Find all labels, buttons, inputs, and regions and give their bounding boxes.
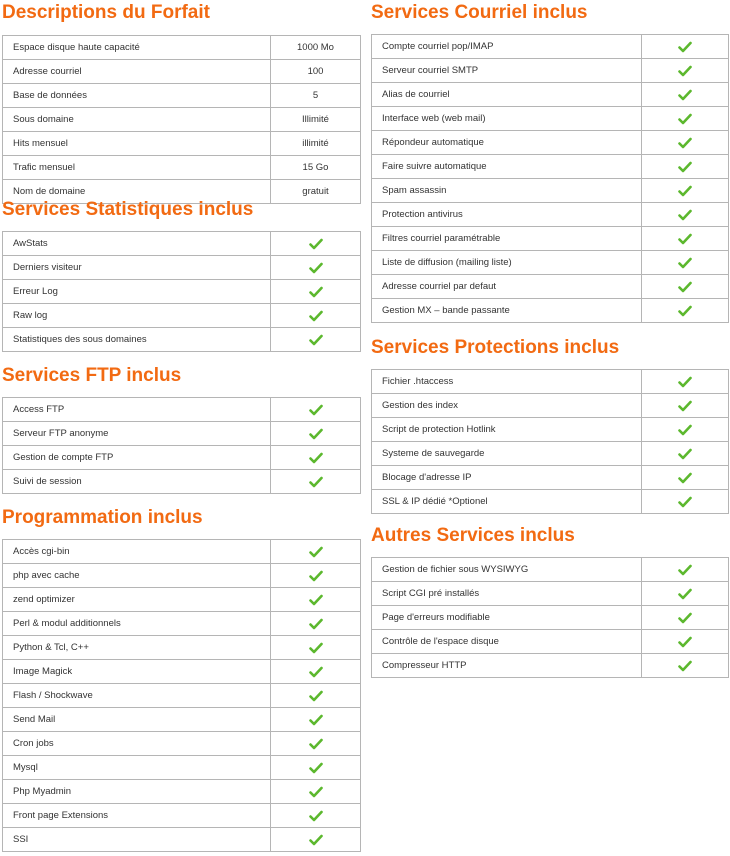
table-row [3,636,361,660]
included-cell [642,442,729,466]
table-row [372,179,729,203]
check-icon [678,564,692,576]
row-label: Gestion de compte FTP [3,446,271,470]
check-icon [309,714,323,726]
check-icon [678,612,692,624]
table-row [3,732,361,756]
row-label: Compte courriel pop/IMAP [372,35,642,59]
row-label: Compresseur HTTP [372,654,642,678]
table-row [3,84,361,108]
table-row [372,466,729,490]
table-row [3,540,361,564]
row-label: SSL & IP dédié *Optionel [372,490,642,514]
table-row [3,804,361,828]
table-row [372,275,729,299]
table-row [3,446,361,470]
row-label: Gestion MX – bande passante [372,299,642,323]
row-label: Accès cgi-bin [3,540,271,564]
included-cell [642,131,729,155]
check-icon [678,472,692,484]
table-row [372,155,729,179]
row-value: 1000 Mo [271,36,361,60]
included-cell [271,756,361,780]
included-cell [642,155,729,179]
included-cell [271,470,361,494]
table-row [3,780,361,804]
table-statistiques [2,231,361,352]
included-cell [642,606,729,630]
row-label: Raw log [3,304,271,328]
table-row [3,60,361,84]
included-cell [642,466,729,490]
check-icon [678,588,692,600]
row-label: Interface web (web mail) [372,107,642,131]
check-icon [309,310,323,322]
row-label: Image Magick [3,660,271,684]
table-forfait [2,35,361,204]
row-label: Script CGI pré installés [372,582,642,606]
row-label: Sous domaine [3,108,271,132]
check-icon [678,281,692,293]
row-label: Systeme de sauvegarde [372,442,642,466]
table-row [372,418,729,442]
row-label: Suivi de session [3,470,271,494]
table-row [3,708,361,732]
table-row [372,107,729,131]
table-row [3,328,361,352]
row-label: Alias de courriel [372,83,642,107]
table-row [3,156,361,180]
table-courriel [371,34,729,323]
check-icon [309,452,323,464]
row-label: Protection antivirus [372,203,642,227]
row-label: Base de données [3,84,271,108]
row-label: Nom de domaine [3,180,271,204]
table-row [3,756,361,780]
table-row [3,828,361,852]
row-value: 15 Go [271,156,361,180]
included-cell [642,630,729,654]
check-icon [678,448,692,460]
row-label: Script de protection Hotlink [372,418,642,442]
table-row [372,630,729,654]
row-label: Contrôle de l'espace disque [372,630,642,654]
row-label: Python & Tcl, C++ [3,636,271,660]
included-cell [271,446,361,470]
included-cell [271,588,361,612]
row-label: Hits mensuel [3,132,271,156]
table-row [3,660,361,684]
row-value: illimité [271,132,361,156]
table-protections [371,369,729,514]
row-label: Access FTP [3,398,271,422]
included-cell [271,328,361,352]
row-label: Serveur courriel SMTP [372,59,642,83]
included-cell [271,636,361,660]
table-row [372,442,729,466]
check-icon [678,65,692,77]
included-cell [271,398,361,422]
included-cell [642,654,729,678]
table-row [3,398,361,422]
table-row [372,582,729,606]
row-label: Trafic mensuel [3,156,271,180]
check-icon [309,428,323,440]
table-row [3,588,361,612]
check-icon [309,334,323,346]
row-label: Espace disque haute capacité [3,36,271,60]
row-label: Fichier .htaccess [372,370,642,394]
table-row [372,394,729,418]
table-row [372,59,729,83]
check-icon [309,834,323,846]
table-row [372,227,729,251]
row-label: SSI [3,828,271,852]
check-icon [309,618,323,630]
section-title-autres: Autres Services inclus [371,525,575,546]
check-icon [309,286,323,298]
row-label: Adresse courriel [3,60,271,84]
included-cell [271,804,361,828]
table-row [372,370,729,394]
row-label: Spam assassin [372,179,642,203]
check-icon [678,636,692,648]
table-row [372,654,729,678]
table-programmation [2,539,361,852]
table-row [3,108,361,132]
check-icon [309,262,323,274]
row-label: php avec cache [3,564,271,588]
included-cell [271,780,361,804]
row-label: Mysql [3,756,271,780]
check-icon [678,660,692,672]
included-cell [642,83,729,107]
row-label: Front page Extensions [3,804,271,828]
table-row [372,251,729,275]
check-icon [678,400,692,412]
included-cell [642,394,729,418]
check-icon [309,546,323,558]
check-icon [678,161,692,173]
included-cell [271,422,361,446]
included-cell [271,540,361,564]
row-label: Page d'erreurs modifiable [372,606,642,630]
section-title-programmation: Programmation inclus [2,507,203,528]
table-row [372,299,729,323]
check-icon [678,113,692,125]
check-icon [309,810,323,822]
table-row [372,203,729,227]
included-cell [642,582,729,606]
table-row [3,280,361,304]
included-cell [271,732,361,756]
check-icon [309,762,323,774]
row-label: Send Mail [3,708,271,732]
included-cell [271,256,361,280]
check-icon [309,238,323,250]
table-row [372,83,729,107]
table-row [3,684,361,708]
included-cell [271,828,361,852]
table-row [3,304,361,328]
row-label: Répondeur automatique [372,131,642,155]
row-label: Flash / Shockwave [3,684,271,708]
check-icon [678,89,692,101]
row-label: Statistiques des sous domaines [3,328,271,352]
table-row [372,558,729,582]
row-label: Php Myadmin [3,780,271,804]
row-label: Filtres courriel paramétrable [372,227,642,251]
table-row [3,422,361,446]
included-cell [642,227,729,251]
row-value: 100 [271,60,361,84]
included-cell [642,59,729,83]
included-cell [271,564,361,588]
section-title-courriel: Services Courriel inclus [371,2,588,23]
table-row [372,606,729,630]
included-cell [642,275,729,299]
row-label: Derniers visiteur [3,256,271,280]
row-label: zend optimizer [3,588,271,612]
included-cell [642,370,729,394]
check-icon [678,257,692,269]
row-label: Erreur Log [3,280,271,304]
table-row [3,564,361,588]
table-row [3,232,361,256]
section-title-forfait: Descriptions du Forfait [2,2,210,23]
included-cell [271,708,361,732]
included-cell [642,35,729,59]
included-cell [642,558,729,582]
row-label: AwStats [3,232,271,256]
included-cell [642,179,729,203]
included-cell [271,304,361,328]
included-cell [642,490,729,514]
section-title-ftp: Services FTP inclus [2,365,182,386]
included-cell [271,280,361,304]
section-title-protections: Services Protections inclus [371,337,620,358]
row-label: Gestion des index [372,394,642,418]
row-label: Adresse courriel par defaut [372,275,642,299]
check-icon [678,185,692,197]
table-row [3,470,361,494]
check-icon [678,305,692,317]
check-icon [678,424,692,436]
row-label: Cron jobs [3,732,271,756]
check-icon [309,690,323,702]
check-icon [678,496,692,508]
row-value: gratuit [271,180,361,204]
check-icon [309,476,323,488]
row-label: Serveur FTP anonyme [3,422,271,446]
row-label: Perl & modul additionnels [3,612,271,636]
check-icon [309,666,323,678]
row-label: Faire suivre automatique [372,155,642,179]
row-value: 5 [271,84,361,108]
included-cell [642,418,729,442]
included-cell [642,203,729,227]
table-row [3,612,361,636]
check-icon [678,41,692,53]
check-icon [309,786,323,798]
included-cell [271,612,361,636]
included-cell [642,299,729,323]
included-cell [271,232,361,256]
table-row [372,131,729,155]
table-row [3,256,361,280]
check-icon [678,376,692,388]
row-label: Blocage d'adresse IP [372,466,642,490]
check-icon [309,594,323,606]
table-row [372,35,729,59]
table-autres [371,557,729,678]
check-icon [309,570,323,582]
included-cell [271,660,361,684]
check-icon [678,209,692,221]
table-row [372,490,729,514]
check-icon [678,137,692,149]
check-icon [309,404,323,416]
table-ftp [2,397,361,494]
included-cell [642,251,729,275]
included-cell [271,684,361,708]
row-value: Illimité [271,108,361,132]
row-label: Liste de diffusion (mailing liste) [372,251,642,275]
section-title-statistiques: Services Statistiques inclus [2,199,254,220]
check-icon [309,642,323,654]
included-cell [642,107,729,131]
check-icon [678,233,692,245]
row-label: Gestion de fichier sous WYSIWYG [372,558,642,582]
table-row [3,36,361,60]
table-row [3,132,361,156]
check-icon [309,738,323,750]
